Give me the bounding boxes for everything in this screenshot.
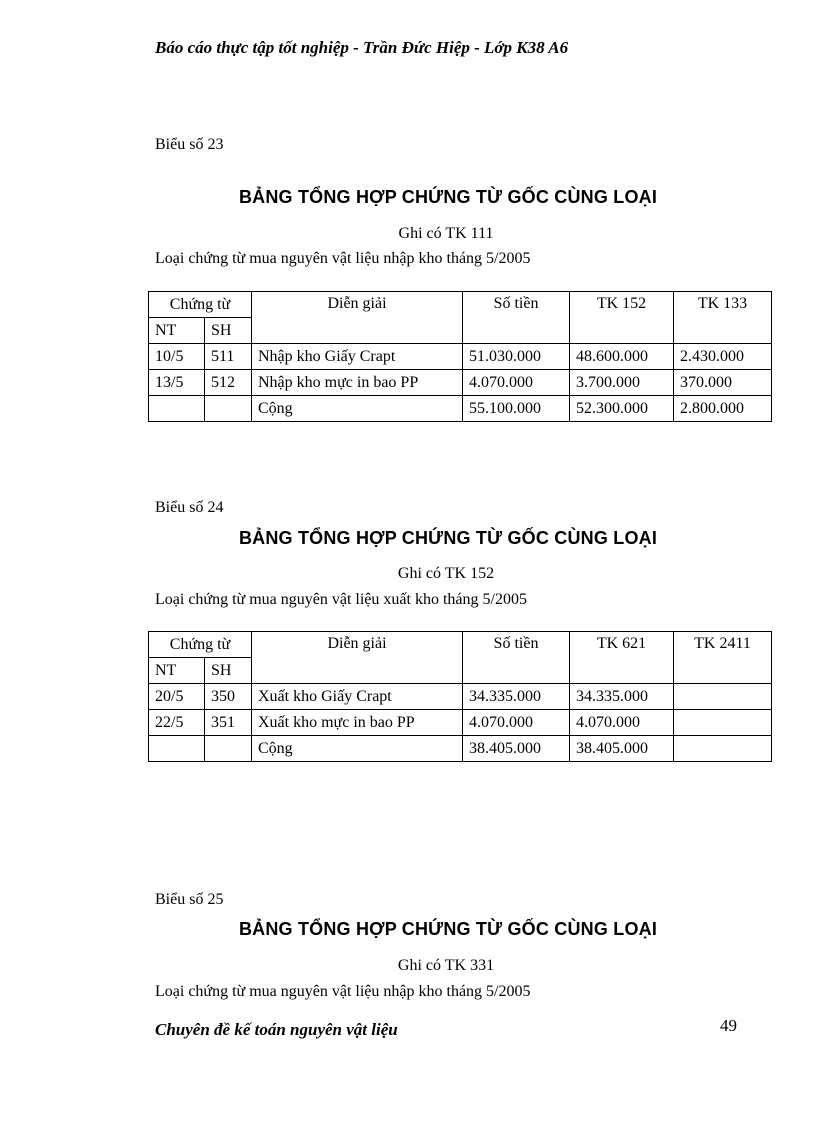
cell-tk-a: 52.300.000: [570, 396, 674, 422]
header-dien-giai: Diễn giải: [252, 292, 463, 344]
page-number: 49: [720, 1016, 737, 1035]
section-title: BẢNG TỔNG HỢP CHỨNG TỪ GỐC CÙNG LOẠI: [238, 919, 658, 939]
header-tk-621: TK 621: [570, 632, 674, 684]
cell-tk-a: 3.700.000: [570, 370, 674, 396]
header-chung-tu: Chứng từ: [149, 632, 252, 658]
section-title: BẢNG TỔNG HỢP CHỨNG TỪ GỐC CÙNG LOẠI: [238, 528, 658, 548]
cell-tk-b: [674, 684, 772, 710]
table-row: [149, 710, 772, 736]
cell-sh: 351: [205, 710, 252, 736]
cell-sh: [205, 396, 252, 422]
summary-table: [148, 291, 772, 422]
section-label: Biểu số 24: [155, 499, 224, 516]
header-tk-2411: TK 2411: [674, 632, 772, 684]
cell-tk-a: 48.600.000: [570, 344, 674, 370]
table-total-row: [149, 736, 772, 762]
cell-tk-a: 34.335.000: [570, 684, 674, 710]
table-header-row: [149, 632, 772, 658]
header-sh: SH: [205, 318, 252, 344]
section-label: Biểu số 25: [155, 891, 224, 908]
cell-dien-giai: Xuất kho mực in bao PP: [252, 710, 463, 736]
cell-nt: 20/5: [149, 684, 205, 710]
header-sh: SH: [205, 658, 252, 684]
cell-tk-b: [674, 736, 772, 762]
cell-so-tien: 38.405.000: [463, 736, 570, 762]
header-tk-133: TK 133: [674, 292, 772, 344]
header-nt: NT: [149, 658, 205, 684]
cell-tk-b: 370.000: [674, 370, 772, 396]
section-subtitle: Ghi có TK 331: [397, 957, 495, 974]
cell-so-tien: 55.100.000: [463, 396, 570, 422]
cell-nt: [149, 736, 205, 762]
table-total-row: [149, 396, 772, 422]
table-header-row: [149, 292, 772, 318]
page-header: Báo cáo thực tập tốt nghiệp - Trần Đức Hiệp - Lớp K38 A6: [155, 38, 569, 57]
cell-so-tien: 4.070.000: [463, 370, 570, 396]
footer-text: [155, 1018, 515, 1039]
header-so-tien: Số tiền: [463, 292, 570, 344]
cell-so-tien: 4.070.000: [463, 710, 570, 736]
section-subtitle: Ghi có TK 152: [397, 565, 495, 582]
footer-text-label: Chuyên đề kế toán nguyên vật liệu: [155, 1020, 398, 1039]
section-subtitle: Ghi có TK 111: [398, 225, 494, 242]
cell-so-tien: 51.030.000: [463, 344, 570, 370]
section-description: Loại chứng từ mua nguyên vật liệu nhập kho tháng 5/2005: [155, 983, 531, 1000]
section-label: Biểu số 23: [155, 136, 224, 153]
cell-tk-b: 2.430.000: [674, 344, 772, 370]
header-dien-giai: Diễn giải: [252, 632, 463, 684]
cell-nt: 10/5: [149, 344, 205, 370]
cell-sh: 350: [205, 684, 252, 710]
cell-nt: [149, 396, 205, 422]
cell-so-tien: 34.335.000: [463, 684, 570, 710]
cell-dien-giai: Nhập kho mực in bao PP: [252, 370, 463, 396]
cell-sh: 512: [205, 370, 252, 396]
table-row: [149, 344, 772, 370]
cell-tk-a: 38.405.000: [570, 736, 674, 762]
cell-tk-a: 4.070.000: [570, 710, 674, 736]
cell-sh: [205, 736, 252, 762]
cell-tk-b: 2.800.000: [674, 396, 772, 422]
section-description: Loại chứng từ mua nguyên vật liệu xuất kho tháng 5/2005: [155, 591, 527, 608]
table-row: [149, 370, 772, 396]
header-chung-tu: Chứng từ: [149, 292, 252, 318]
cell-dien-giai: Xuất kho Giấy Crapt: [252, 684, 463, 710]
cell-sh: 511: [205, 344, 252, 370]
table-row: [149, 684, 772, 710]
cell-nt: 22/5: [149, 710, 205, 736]
header-so-tien: Số tiền: [463, 632, 570, 684]
cell-tk-b: [674, 710, 772, 736]
summary-table: [148, 631, 772, 762]
cell-dien-giai: Nhập kho Giấy Crapt: [252, 344, 463, 370]
header-tk-152: TK 152: [570, 292, 674, 344]
cell-dien-giai: Cộng: [252, 736, 463, 762]
cell-nt: 13/5: [149, 370, 205, 396]
section-title: BẢNG TỔNG HỢP CHỨNG TỪ GỐC CÙNG LOẠI: [238, 187, 658, 207]
cell-dien-giai: Cộng: [252, 396, 463, 422]
header-nt: NT: [149, 318, 205, 344]
section-description: Loại chứng từ mua nguyên vật liệu nhập kho tháng 5/2005: [155, 250, 531, 267]
